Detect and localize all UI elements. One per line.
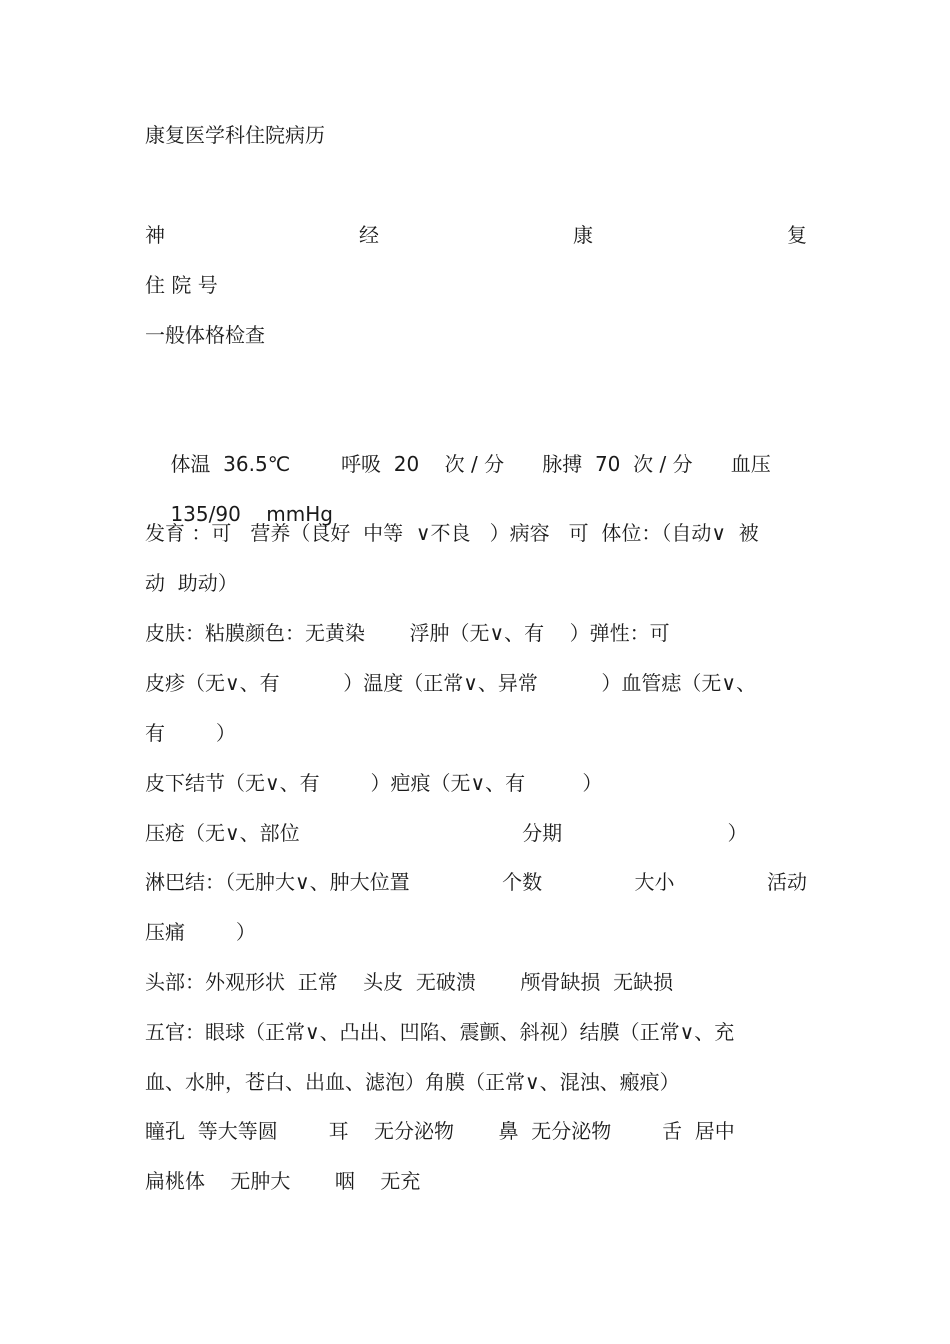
bp-line xyxy=(145,469,807,526)
rash-line: 皮疹（无∨、有 ）温度（正常∨、异常 ）血管痣（无∨、 xyxy=(145,671,757,695)
dept-char: 复 xyxy=(787,223,807,247)
bp-unit: mmHg xyxy=(266,502,333,526)
bp-label: 血压 xyxy=(730,452,771,476)
pulse-unit: 次 / 分 xyxy=(633,452,693,476)
lymph-segment: 个数 xyxy=(502,870,543,894)
pulse-value: 70 xyxy=(594,452,621,476)
pupil-line: 瞳孔 等大等圆 耳 无分泌物 鼻 无分泌物 舌 居中 xyxy=(145,1119,735,1143)
dept-char: 康 xyxy=(573,223,593,247)
facial-line-cont: 血、水肿，苍白、出血、滤泡）角膜（正常∨、混浊、瘢痕） xyxy=(145,1070,680,1094)
dept-char: 经 xyxy=(359,223,379,247)
lymph-segment: 大小 xyxy=(634,870,675,894)
head-line: 头部：外观形状 正常 头皮 无破溃 颅骨缺损 无缺损 xyxy=(145,970,674,994)
skin-line: 皮肤：粘膜颜色：无黄染 浮肿（无∨、有 ）弹性：可 xyxy=(145,621,670,645)
lymph-segment: 淋巴结：（无肿大∨、肿大位置 xyxy=(145,870,410,894)
nodule-line: 皮下结节（无∨、有 ）疤痕（无∨、有 ） xyxy=(145,771,603,795)
department-line xyxy=(145,220,807,250)
pressure-sore-line: 压疮（无∨、部位 分期 ） xyxy=(145,821,748,845)
lymph-line xyxy=(145,867,807,897)
pulse-label: 脉搏 xyxy=(542,452,583,476)
temp-label: 体温 xyxy=(170,452,211,476)
development-line: 发育 ：可 营养（良好 中等 ∨不良 ）病容 可 体位：（自动∨ 被 xyxy=(145,521,759,545)
development-line-cont: 动 助动） xyxy=(145,571,238,595)
dept-char: 神 xyxy=(145,223,165,247)
bp-value: 135/90 xyxy=(170,502,241,526)
resp-value: 20 xyxy=(393,452,420,476)
rash-line-cont: 有 ） xyxy=(145,721,236,745)
section-heading: 一般体格检查 xyxy=(145,323,265,347)
lymph-line-cont: 压痛 ） xyxy=(145,920,256,944)
resp-unit: 次 / 分 xyxy=(444,452,505,476)
resp-label: 呼吸 xyxy=(341,452,382,476)
document-title: 康复医学科住院病历 xyxy=(145,123,325,147)
temp-value: 36.5℃ xyxy=(223,452,291,476)
lymph-segment: 活动 xyxy=(767,870,807,894)
facial-line: 五官：眼球（正常∨、凸出、凹陷、震颤、斜视）结膜（正常∨、充 xyxy=(145,1020,735,1044)
admission-number-label: 住 院 号 xyxy=(145,273,218,297)
vitals-line xyxy=(145,419,807,476)
tonsil-line: 扁桃体 无肿大 咽 无充 xyxy=(145,1169,421,1193)
